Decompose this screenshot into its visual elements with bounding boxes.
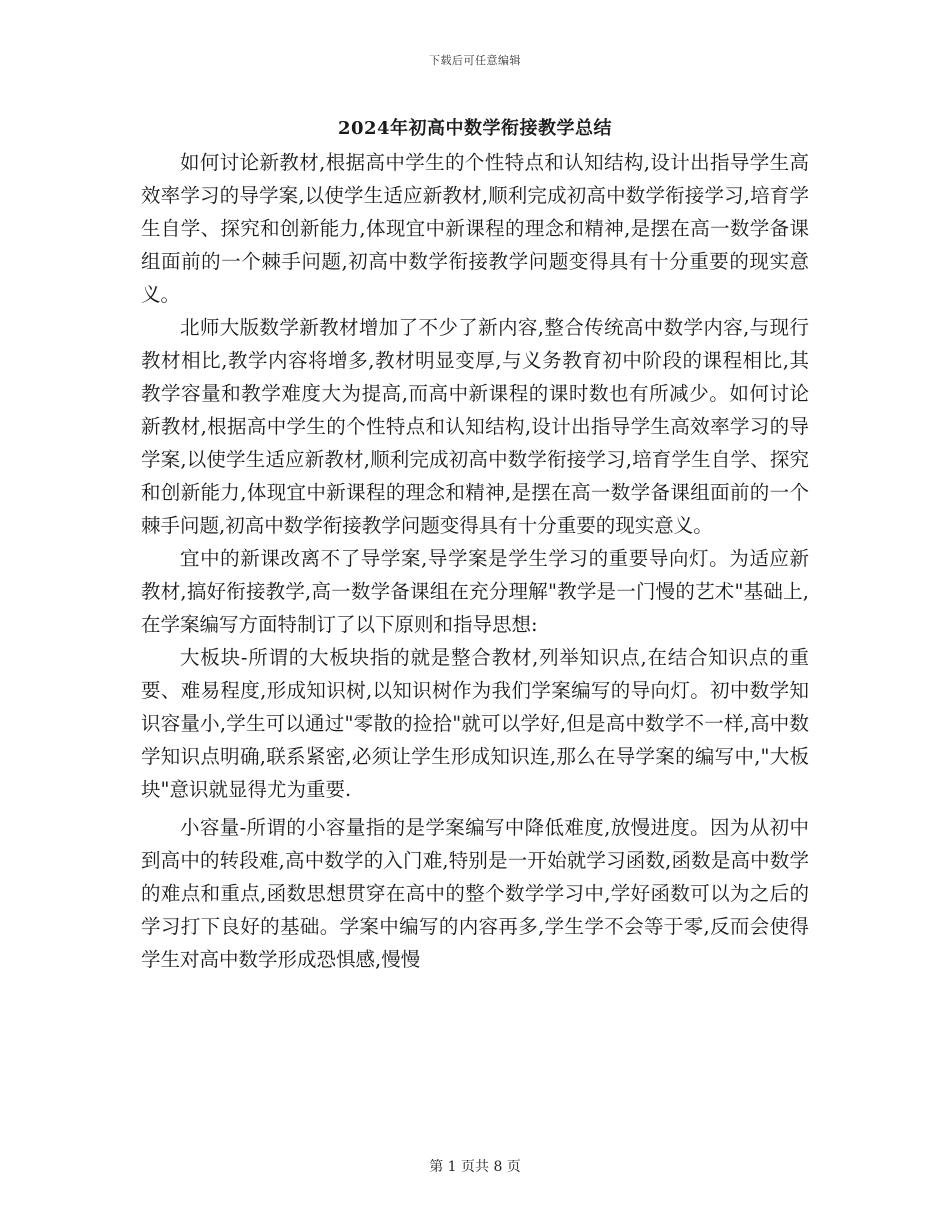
- paragraph-3: 宜中的新课改离不了导学案,导学案是学生学习的重要导向灯。为适应新教材,搞好衔接教学,高一数学备课组在充分理解"教学是一门慢的艺术"基础上,在学案编写方面特制订了以下原则和指导思想:: [141, 547, 809, 636]
- paragraph-1: 如何讨论新教材,根据高中学生的个性特点和认知结构,设计出指导学生高效率学习的导学案,以使学生适应新教材,顺利完成初高中数学衔接学习,培育学生自学、探究和创新能力,体现宜中新课程的理念和精神,是摆在高一数学备课组面前的一个棘手问题,初高中数学衔接教学问题变得具有十分重要的现实意义。: [141, 151, 809, 306]
- header-note: 下载后可任意编辑: [429, 54, 521, 67]
- document-title: 2024年初高中数学衔接教学总结: [337, 118, 613, 139]
- paragraph-2: 北师大版数学新教材增加了不少了新内容,整合传统高中数学内容,与现行教材相比,教学内容将增多,教材明显变厚,与义务教育初中阶段的课程相比,其教学容量和教学难度大为提高,而高中新课程的课时数也有所减少。如何讨论新教材,根据高中学生的个性特点和认知结构,设计出指导学生高效率学习的导学案,以使学生适应新教材,顺利完成初高中数学衔接学习,培育学生自学、探究和创新能力,体现宜中新课程的理念和精神,是摆在高一数学备课组面前的一个棘手问题,初高中数学衔接教学问题变得具有十分重要的现实意义。: [141, 316, 809, 537]
- page-number: 第 1 页共 8 页: [429, 1159, 521, 1175]
- paragraph-4: 大板块-所谓的大板块指的就是整合教材,列举知识点,在结合知识点的重要、难易程度,形成知识树,以知识树作为我们学案编写的导向灯。初中数学知识容量小,学生可以通过"零散的捡拾"就可以学好,但是高中数学不一样,高中数学知识点明确,联系紧密,必须让学生形成知识连,那么在导学案的编写中,"大板块"意识就显得尤为重要.: [141, 646, 809, 801]
- paragraph-5: 小容量-所谓的小容量指的是学案编写中降低难度,放慢进度。因为从初中到高中的转段难,高中数学的入门难,特别是一开始就学习函数,函数是高中数学的难点和重点,函数思想贯穿在高中的整个数学学习中,学好函数可以为之后的学习打下良好的基础。学案中编写的内容再多,学生学不会等于零,反而会使得学生对高中数学形成恐惧感,慢慢: [141, 816, 809, 971]
- document-body: [141, 146, 809, 976]
